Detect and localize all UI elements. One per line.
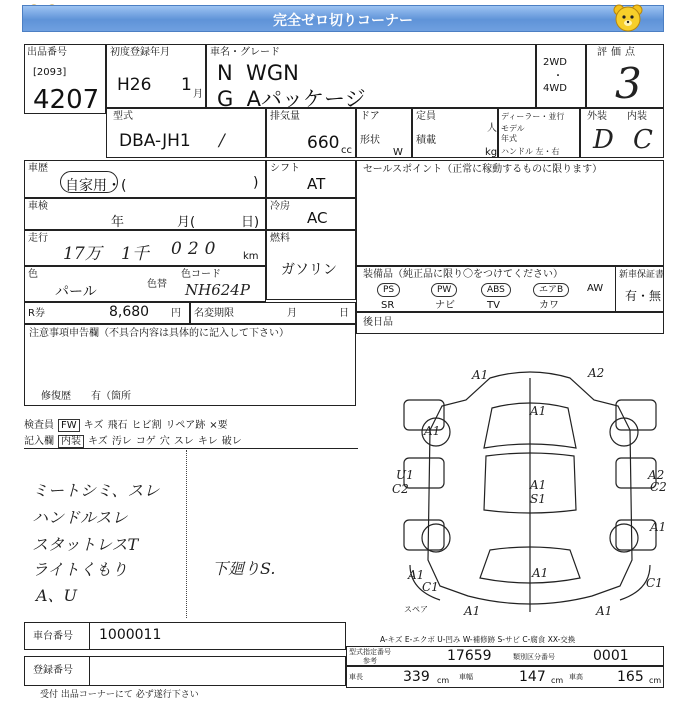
color-cell (24, 266, 266, 302)
model-line2: G Aパッケージ (217, 87, 366, 111)
door-shape-cell (356, 108, 412, 158)
fuel-cell (266, 230, 356, 300)
registration-month: 1 (181, 75, 192, 95)
model-type-mark: / (219, 131, 225, 151)
fuel-value: ガソリン (281, 262, 337, 278)
chassis-cell (24, 622, 346, 650)
diagram-mark: A1 (424, 424, 441, 438)
diagram-mark: A1 (408, 568, 425, 582)
capacity-unit: 人 (487, 123, 497, 134)
mileage-sen: 1千 (121, 244, 149, 264)
model-line1: N WGN (217, 61, 299, 85)
score-label: 評価点 (597, 47, 639, 58)
spec-height-unit: cm (649, 676, 662, 685)
interior-grade: C (633, 125, 653, 155)
note-area-divider (186, 450, 187, 618)
page-title: 完全ゼロ切りコーナー (273, 13, 413, 29)
legend-item: 飛石 (107, 420, 128, 431)
equipment-pw: PW (431, 283, 457, 297)
history-label: 車歴 (28, 163, 48, 174)
reg-no-cell (24, 656, 346, 686)
model-type-label: 型式 (113, 111, 133, 122)
dealer-label: ディーラー・並行 (501, 112, 565, 121)
handle-label: ハンドル 左・右 (501, 147, 560, 156)
diagram-mark: S1 (530, 492, 546, 506)
spec-class-value: 0001 (593, 648, 629, 664)
chassis-label: 車台番号 (33, 631, 73, 642)
shift-label: シフト (270, 163, 300, 174)
mileage-unit: km (243, 251, 259, 262)
notes-box (24, 324, 356, 406)
reg-no-divider (89, 657, 90, 685)
lot-cell (24, 44, 106, 114)
legend-item: FW (58, 419, 80, 432)
lot-label: 出品番号 (27, 47, 67, 58)
spec-type-no-sub: 参考 (363, 657, 377, 665)
registration-label: 初度登録年月 (110, 47, 170, 58)
reg-no-label: 登録番号 (33, 665, 73, 676)
drive-2wd: 2WD (543, 57, 567, 68)
mileage-cell (24, 230, 266, 266)
legend-item: スレ (173, 436, 194, 447)
shift-value: AT (307, 175, 326, 193)
displacement-label: 排気量 (270, 111, 300, 122)
notes-label: 注意事項申告欄（不具合内容は具体的に記入して下さい） (29, 328, 289, 339)
equipment-airbag: エアB (533, 283, 569, 297)
spec-width-value: 147 (519, 669, 546, 685)
dealer-year-label: 年式 (501, 134, 517, 143)
diagram-mark: A2 (588, 366, 605, 380)
spec-width-unit: cm (551, 676, 564, 685)
equipment-sr: SR (381, 300, 395, 311)
diagram-mark: A1 (650, 520, 667, 534)
capacity-load-cell (412, 108, 498, 158)
registration-month-unit: 月 (193, 89, 203, 100)
fuel-label: 燃料 (270, 233, 290, 244)
equipment-navi: ナビ (435, 300, 455, 311)
spec-width-label: 車幅 (459, 673, 473, 681)
diagram-mark: A1 (464, 604, 481, 618)
spec-row-1 (346, 646, 664, 666)
repair-history: 修復歴 有（箇所 (41, 391, 131, 402)
shape-value: W (393, 147, 403, 158)
doors-label: ドア (360, 111, 380, 122)
legend-item: ヒビ割 (131, 420, 162, 431)
diagram-mark: C2 (650, 480, 667, 494)
diagram-mark: A1 (532, 566, 549, 580)
expiry-day: 日 (339, 308, 349, 319)
handwritten-side-note: 下廻りS. (212, 559, 276, 578)
model-type-value: DBA-JH1 (119, 131, 191, 151)
new-car-warranty-label: 新車保証書 (619, 270, 665, 280)
model-type-cell (106, 108, 266, 158)
equipment-ps: PS (377, 283, 400, 297)
color-code-value: NH624P (185, 281, 250, 299)
spec-length-unit: cm (437, 676, 450, 685)
dealer-model-label: モデル (501, 124, 525, 133)
expiry-month: 月 (287, 308, 297, 319)
inspection-label: 車検 (28, 201, 48, 212)
spec-type-no-label: 型式指定番号 (349, 648, 391, 656)
aircon-cell (266, 198, 356, 230)
legend-inspector-row (24, 416, 358, 430)
rear-items-box (356, 312, 664, 334)
recycle-cell (24, 302, 190, 324)
color-code-label: 色コード (181, 269, 221, 280)
inspection-cell (24, 198, 266, 230)
equipment-box (356, 266, 664, 312)
score-cell (586, 44, 664, 108)
diagram-mark: A1 (530, 478, 547, 492)
legend-item: コゲ (135, 436, 156, 447)
appearance-cell (580, 108, 664, 158)
expiry-label: 名変期限 (194, 308, 234, 319)
diagram-mark: C1 (646, 576, 663, 590)
legend-inspector-label: 検査員 (24, 420, 54, 431)
displacement-cell (266, 108, 356, 158)
inspection-month: 月( (177, 215, 196, 230)
color-label: 色 (28, 269, 38, 280)
diagram-mark: C2 (392, 482, 409, 496)
diagram-mark: スペア (404, 605, 428, 614)
bear-logo-right-icon (611, 2, 645, 36)
lot-number: 4207 (33, 85, 100, 115)
recycle-label: R券 (28, 308, 45, 319)
chassis-value: 1000011 (99, 627, 162, 643)
load-unit: kg (485, 147, 498, 158)
handwritten-note-2: ハンドルスレ (32, 508, 128, 527)
new-car-warranty-value: 有・無 (625, 289, 662, 303)
aircon-label: 冷房 (270, 201, 290, 212)
drive-dot: ・ (553, 71, 563, 82)
recycle-unit: 円 (171, 308, 181, 319)
sales-point-label: セールスポイント（正常に稼動するものに限ります） (363, 164, 603, 175)
legend-item: 汚レ (111, 436, 132, 447)
legend-entry-row (24, 432, 358, 446)
diagram-mark: A1 (596, 604, 613, 618)
diagram-mark: A1 (472, 368, 489, 382)
spec-length-label: 車長 (349, 673, 363, 681)
color-change-label: 色替 (147, 279, 167, 290)
aircon-value: AC (307, 209, 328, 227)
lot-sub: [2093] (33, 67, 67, 78)
registration-era: H26 (117, 75, 152, 95)
legend-item: 破レ (221, 436, 242, 447)
equipment-abs: ABS (481, 283, 511, 297)
handwritten-note-4: ライトくもり (32, 560, 128, 579)
load-label: 積載 (416, 135, 436, 146)
history-circle (60, 171, 118, 193)
recycle-value: 8,680 (109, 304, 150, 320)
spec-height-label: 車高 (569, 673, 583, 681)
color-value: パール (55, 284, 97, 300)
inspection-year: 年 (111, 215, 125, 230)
dealer-cell (498, 108, 580, 158)
diagram-mark: A2 (648, 468, 665, 482)
spec-row-2 (346, 666, 664, 688)
legend-item: キレ (197, 436, 218, 447)
rear-items-label: 後日品 (363, 317, 393, 328)
equipment-label: 装備品（純正品に限り〇をつけてください） (363, 269, 563, 280)
equipment-tv: TV (487, 300, 500, 311)
equipment-leather: カワ (539, 300, 559, 311)
footer-note: 受付 出品コーナーにて 必ず遂行下さい (40, 690, 199, 700)
equipment-divider (615, 267, 616, 311)
mileage-rest: 020 (171, 239, 222, 259)
legend-item: リペア跡 (165, 420, 206, 431)
mileage-man: 17万 (63, 244, 102, 264)
history-value: 自家用・( (65, 178, 127, 194)
diagram-legend: A-キズ E-エクボ U-凹み W-補修跡 S-サビ C-腐食 XX-交換 (380, 635, 576, 644)
displacement-unit: cc (341, 145, 352, 156)
score-value: 3 (615, 59, 642, 108)
spec-height-value: 165 (617, 669, 644, 685)
model-cell (206, 44, 536, 111)
diagram-marks (380, 360, 680, 630)
registration-cell (106, 44, 206, 108)
spec-class-label: 類別区分番号 (513, 653, 555, 661)
handwritten-note-1: ミートシミ、スレ (32, 481, 160, 500)
legend-underline (24, 448, 358, 449)
mileage-label: 走行 (28, 233, 48, 244)
sales-point-box (356, 160, 664, 266)
history-close: ) (253, 175, 259, 191)
drive-4wd: 4WD (543, 83, 567, 94)
spec-length-value: 339 (403, 669, 430, 685)
legend-item: キズ (83, 420, 104, 431)
interior-label: 内装 (627, 111, 647, 122)
diagram-mark: C1 (422, 580, 439, 594)
title-bar (22, 5, 664, 32)
handwritten-note-3: スタットレスT (32, 535, 139, 554)
drive-cell (536, 44, 586, 108)
exterior-label: 外装 (587, 111, 607, 122)
diagram-mark: A1 (530, 404, 547, 418)
legend-item: キズ (88, 436, 108, 447)
handwritten-note-5: A、U (36, 586, 78, 605)
chassis-divider (89, 623, 90, 649)
shift-cell (266, 160, 356, 198)
shape-label: 形状 (360, 135, 380, 146)
diagram-mark: U1 (396, 468, 414, 482)
legend-item: 穴 (159, 436, 170, 447)
equipment-aw: AW (587, 283, 604, 294)
legend-item: ×要 (209, 420, 228, 431)
displacement-value: 660 (307, 133, 340, 153)
spec-type-no: 17659 (447, 648, 492, 664)
legend-item: 内装 (58, 435, 84, 448)
model-label: 車名・グレード (210, 47, 280, 58)
legend-entry-label: 記入欄 (24, 436, 54, 447)
inspection-day: 日) (241, 215, 260, 230)
exterior-grade: D (593, 125, 614, 155)
capacity-label: 定員 (416, 111, 436, 122)
expiry-cell (190, 302, 356, 324)
